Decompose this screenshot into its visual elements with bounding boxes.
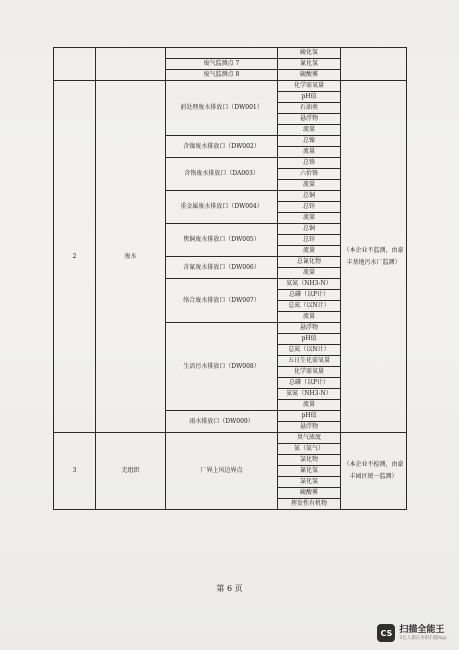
table-row xyxy=(54,81,407,92)
pollutant-cell: 悬浮物 xyxy=(278,114,341,125)
pollutant-cell: 五日生化需氧量 xyxy=(278,356,341,367)
outlet-cell: 废气监测点 8 xyxy=(166,70,278,81)
outlet-name: 前处理废水排放口（DW001） xyxy=(166,81,278,136)
pollutant-cell: 总铜 xyxy=(278,191,341,202)
outlet-cell xyxy=(166,48,278,59)
outlet-name: 焦铜废水排放口（DW005） xyxy=(166,224,278,257)
pollutant-cell: 总磷（以P计） xyxy=(278,378,341,389)
pollutant-cell: 挥发性有机物 xyxy=(278,499,341,510)
outlet-name: 生活污水排放口（DW008） xyxy=(166,323,278,411)
section-number: 2 xyxy=(54,81,96,433)
outlet-name: 含氰废水排放口（DW006） xyxy=(166,257,278,279)
pollutant-cell: 流量 xyxy=(278,180,341,191)
pollutant-cell: 氯化氢 xyxy=(278,477,341,488)
pollutant-cell: 流量 xyxy=(278,400,341,411)
note-cell xyxy=(341,48,407,81)
pollutant-cell: pH值 xyxy=(278,92,341,103)
pollutant-cell: 流量 xyxy=(278,246,341,257)
pollutant-cell: 化学需氧量 xyxy=(278,81,341,92)
pollutant-cell: 总氮（以N计） xyxy=(278,301,341,312)
camscanner-logo-icon: CS xyxy=(377,624,395,642)
pollutant-cell: 氯化物 xyxy=(278,455,341,466)
pollutant-cell: 悬浮物 xyxy=(278,422,341,433)
pollutant-cell: 氨（氨气） xyxy=(278,444,341,455)
pollutant-cell: 氰化氢 xyxy=(278,466,341,477)
pollutant-cell: 总镍 xyxy=(278,136,341,147)
pollutant-cell: 总磷（以P计） xyxy=(278,290,341,301)
outlet-name: 含镍废水排放口（DW002） xyxy=(166,136,278,158)
page-number: 第 6 页 xyxy=(216,584,243,593)
outlet-name: 络合废水排放口（DW007） xyxy=(166,279,278,323)
pollutant-cell: 总锌 xyxy=(278,235,341,246)
pollutant-cell: 悬浮物 xyxy=(278,323,341,334)
pollutant-cell: 总铜 xyxy=(278,224,341,235)
pollutant-cell: 总铬 xyxy=(278,158,341,169)
pollutant-cell: 流量 xyxy=(278,147,341,158)
category-cell xyxy=(96,48,166,81)
pollutant-cell: 流量 xyxy=(278,312,341,323)
outlet-cell: 废气监测点 7 xyxy=(166,59,278,70)
watermark-title: 扫描全能王 xyxy=(399,624,445,635)
pollutant-cell: 流量 xyxy=(278,125,341,136)
outlet-name: 雨水排放口（DW009） xyxy=(166,411,278,433)
pollutant-cell: 流量 xyxy=(278,268,341,279)
outlet-name: 含铬废水排放口（DA003） xyxy=(166,158,278,191)
pollutant-cell: 化学需氧量 xyxy=(278,367,341,378)
section-category: 无组织 xyxy=(96,433,166,510)
pollutant-cell: 硫化氢 xyxy=(278,48,341,59)
scanner-watermark xyxy=(377,624,447,642)
pollutant-cell: 氨氮（NH3-N） xyxy=(278,389,341,400)
monitoring-note: （本企业不监测，由豪丰基地污水厂监测） xyxy=(341,81,407,433)
monitoring-note: （本企业不检测，由豪丰园区统一监测） xyxy=(341,433,407,510)
pollutant-cell: 氰化氢 xyxy=(278,59,341,70)
table-row xyxy=(54,433,407,444)
pollutant-cell: 臭气浓度 xyxy=(278,433,341,444)
pollutant-cell: 六价铬 xyxy=(278,169,341,180)
pollutant-cell: pH值 xyxy=(278,411,341,422)
pollutant-cell: 总氮（以N计） xyxy=(278,345,341,356)
location-cell: 厂界上风边界点 xyxy=(166,433,278,510)
pollutant-cell: 硫酸雾 xyxy=(278,488,341,499)
pollutant-cell: 硫酸雾 xyxy=(278,70,341,81)
pollutant-cell: pH值 xyxy=(278,334,341,345)
monitoring-table xyxy=(53,47,407,510)
pollutant-cell: 氨氮（NH3-N） xyxy=(278,279,341,290)
pollutant-cell: 总氰化物 xyxy=(278,257,341,268)
outlet-name: 重金属废水排放口（DW004） xyxy=(166,191,278,224)
table-row xyxy=(54,48,407,59)
serial-cell xyxy=(54,48,96,81)
section-category: 废水 xyxy=(96,81,166,433)
pollutant-cell: 总锌 xyxy=(278,202,341,213)
pollutant-cell: 石油类 xyxy=(278,103,341,114)
watermark-subtitle: 3亿人都在用的扫描App xyxy=(399,635,447,641)
section-number: 3 xyxy=(54,433,96,510)
pollutant-cell: 流量 xyxy=(278,213,341,224)
